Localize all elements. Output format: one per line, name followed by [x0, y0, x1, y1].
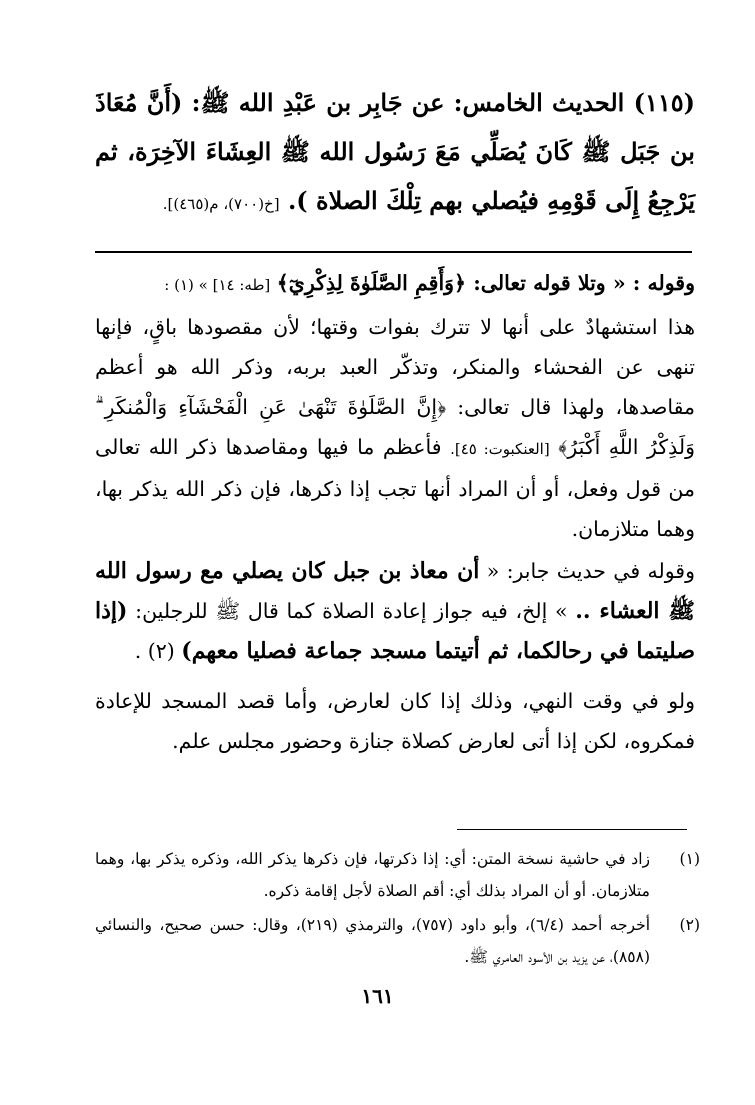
hadith-115-block [95, 78, 695, 229]
commentary-paragraph-3 [95, 551, 695, 671]
hadith-text: (١١٥) الحديث الخامس: عن جَابِر بن عَبْدِ الله ﷺ: (أَنَّ مُعَاذَ بن جَبَل ﷺ كَانَ يُصَلِّي مَعَ رَسُول الله ﷺ العِشَاءَ الآخِرَة، ثم يَرْجِعُ إِلَى قَوْمِهِ فيُصلي بهم تِلْكَ الصلاة ). [95, 88, 695, 215]
page-number: ١٦١ [361, 984, 394, 1008]
footnote-separator [457, 829, 687, 830]
commentary-paragraph-4: ولو في وقت النهي، وذلك إذا كان لعارض، وأما قصد المسجد للإعادة فمكروه، لكن إذا أتى لعارض كصلاة جنازة وحضور مجلس علم. [95, 689, 695, 753]
quran-reference-taha: [طه: ١٤] » (١) : [164, 276, 271, 294]
footnote-number: (٢) [679, 916, 700, 934]
jabir-mid: » إلخ، فيه جواز إعادة الصلاة كما قال ﷺ للرجلين: [135, 599, 568, 623]
commentary-paragraph-1 [95, 263, 695, 305]
quran-reference-ankabut: [العنكبوت: ٤٥]. [450, 440, 550, 458]
jabir-intro: وقوله في حديث جابر: « [486, 559, 695, 583]
section-divider [95, 251, 692, 253]
footnote-marker-2: (٢) . [134, 639, 175, 663]
commentary [95, 263, 695, 763]
footnote-2 [95, 909, 700, 973]
footnote-1 [95, 843, 700, 907]
commentary-paragraph-2 [95, 307, 695, 549]
explanation-tail: فأعظم ما فيها ومقاصدها ذكر الله تعالى من قول وفعل، أو أن المراد أنها تجب إذا ذكرها، فإن ذكر الله يذكر بها، وهما متلازمان. [95, 435, 695, 541]
footnote-text: زاد في حاشية نسخة المتن: أي: إذا ذكرتها، فإن ذكرها يذكر الله، وذكره يذكر بها، وهما متلازمان. أو أن المراد بذلك أي: أقم الصلاة لأجل إقامة ذكره. [95, 850, 650, 900]
explanation-text: هذا استشهادٌ على أنها لا تترك بفوات وقتها؛ لأن مقصودها باقٍ، فإنها تنهى عن الفحشاء والمنكر، وتذكّر العبد بربه، وذكر الله هو أعظم مقاصدها، ولهذا قال تعالى: ﴿إِنَّ الصَّلَوٰةَ تَنْهَىٰ عَنِ الْفَحْشَآءِ وَالْمُنكَرِ ۗ وَلَذِكْرُ اللَّهِ أَكْبَرُ﴾ [95, 315, 695, 459]
jabir-quote: أن معاذ بن جبل كان يصلي مع رسول الله ﷺ العشاء .. [95, 558, 695, 624]
footnotes [95, 843, 700, 975]
footnote-text: أخرجه أحمد (٦/٤)، وأبو داود (٧٥٧)، والترمذي (٢١٩)، وقال: حسن صحيح، والنسائي (٨٥٨)، عن يزيد بن الأسود العامري ﷺ. [95, 916, 651, 966]
hadith-reference: [خ(٧٠٠)، م(٤٦٥)]. [162, 195, 280, 213]
quoted-matn-lead: وقوله : « وتلا قوله تعالى: ﴿وَأَقِمِ الصَّلَوٰةَ لِذِكْرِيٓ﴾ [276, 271, 695, 295]
footnote-number: (١) [679, 850, 700, 868]
two-men-hadith: (إذا صليتما في رحالكما، ثم أتيتما مسجد جماعة فصليا معهم) [95, 598, 695, 664]
